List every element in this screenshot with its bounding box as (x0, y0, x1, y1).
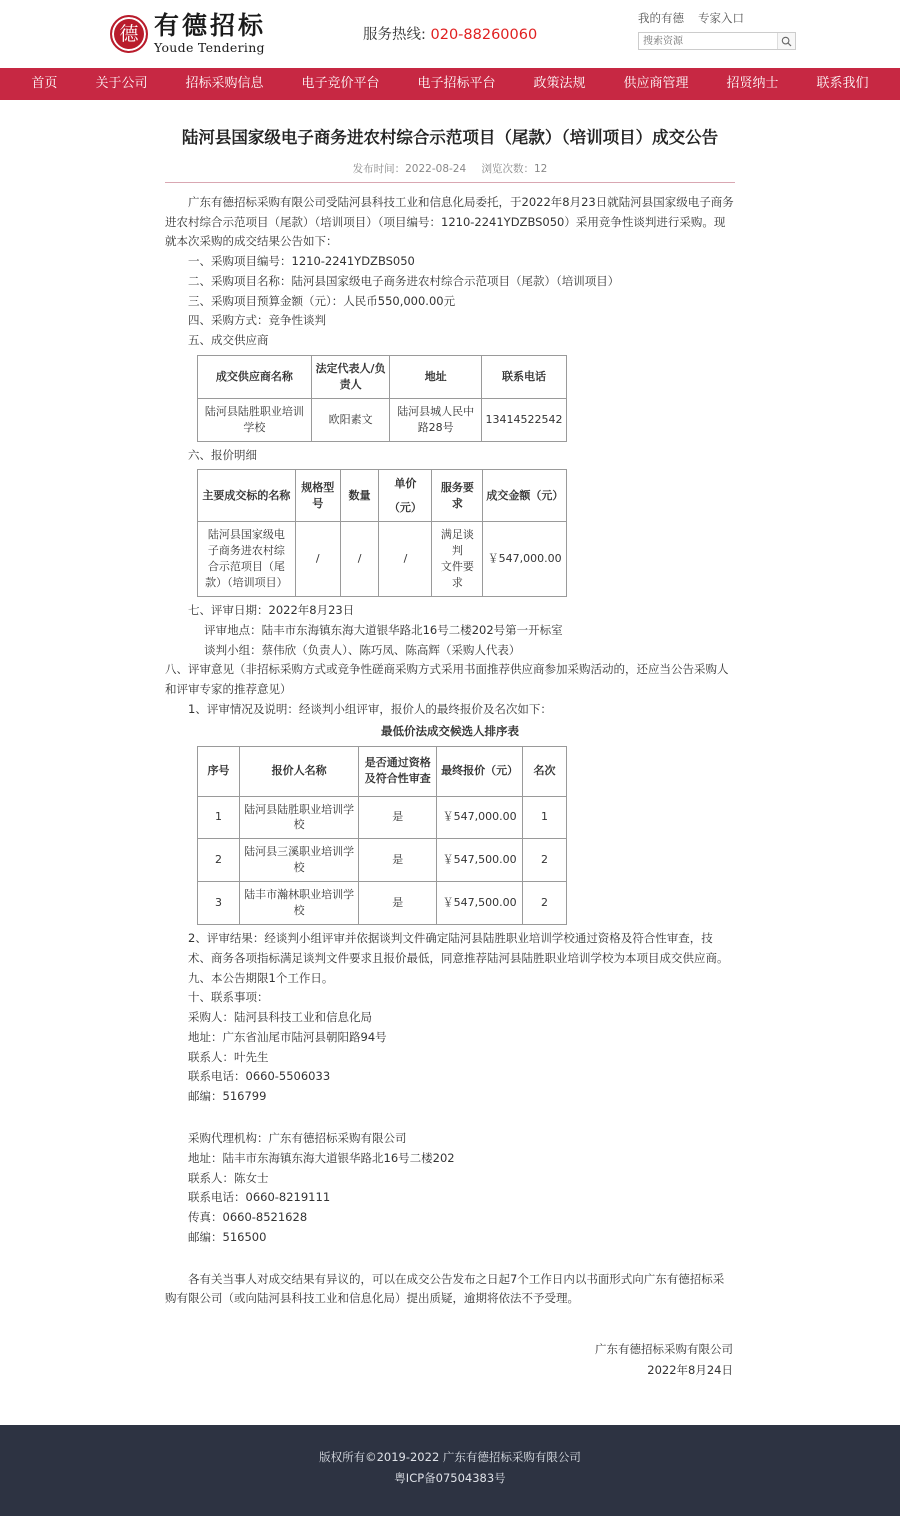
agency-address: 地址：陆丰市东海镇东海大道银华路北16号二楼202 (188, 1150, 455, 1165)
footer-copyright: 版权所有©2019-2022 广东有德招标采购有限公司 (319, 1449, 581, 1464)
table-row (198, 398, 567, 441)
intro-paragraph: 广东有德招标采购有限公司受陆河县科技工业和信息化局委托，于2022年8月23日就陆河县国家级电子商务进农村综合示范项目（尾款）（培训项目）（项目编号：1210-2241YDZBS050）采用竞争性谈判进行采购。现就本次采购的成交结果公告如下： (165, 194, 734, 249)
cell-rank-no-2: 2 (198, 839, 240, 882)
publish-time: 发布时间：2022-08-24 (352, 162, 467, 175)
agency-zip: 邮编：516500 (188, 1229, 267, 1244)
table-header-row (198, 470, 567, 522)
signature-date: 2022年8月24日 (647, 1362, 733, 1377)
item-review-team: 谈判小组：蔡伟欣（负责人）、陈巧凤、陈高辉（采购人代表） (204, 642, 521, 657)
item-project-name: 二、采购项目名称：陆河县国家级电子商务进农村综合示范项目（尾款）（培训项目） (188, 273, 620, 288)
cell-quantity: / (340, 522, 379, 597)
cell-supplier-name: 陆河县陆胜职业培训学校 (198, 398, 312, 441)
table-row (198, 839, 567, 882)
quote-detail-table (197, 469, 567, 597)
buyer-address: 地址：广东省汕尾市陆河县朝阳路94号 (188, 1029, 387, 1044)
seal-icon (110, 15, 148, 53)
search-box[interactable] (638, 32, 796, 50)
article-container (0, 100, 900, 1395)
th-qualification-line2: 及符合性审查 (364, 772, 431, 785)
table-row (198, 796, 567, 839)
top-links (638, 10, 810, 26)
cell-final-price-3: ￥547,500.00 (437, 882, 523, 925)
item-contact-heading: 十、联系事项： (188, 990, 269, 1005)
article-body (165, 193, 735, 1395)
table-row (198, 882, 567, 925)
th-award-amount: 成交金额（元） (483, 470, 567, 522)
nav-item-policies[interactable]: 政策法规 (533, 76, 586, 91)
cell-final-price-1: ￥547,000.00 (437, 796, 523, 839)
item-supplier-heading: 五、成交供应商 (188, 333, 269, 348)
agency-contact: 联系人：陈女士 (188, 1170, 269, 1185)
page-title: 陆河县国家级电子商务进农村综合示范项目（尾款）（培训项目）成交公告 (181, 128, 719, 147)
th-legal-rep: 法定代表人/负责人 (311, 355, 389, 398)
nav-item-bidding-info[interactable]: 招标采购信息 (185, 76, 264, 91)
cell-bidder-name-2: 陆河县三溪职业培训学校 (239, 839, 359, 882)
search-icon (781, 36, 792, 47)
link-my-youde[interactable]: 我的有德 (638, 11, 684, 25)
link-expert-entry[interactable]: 专家入口 (698, 11, 744, 25)
cell-service-req (432, 522, 483, 597)
th-qualification-check (359, 746, 437, 796)
nav-item-careers[interactable]: 招贤纳士 (726, 76, 779, 91)
cell-final-price-2: ￥547,500.00 (437, 839, 523, 882)
th-unit-price-line2: （元） (388, 500, 422, 514)
signature-block (165, 1339, 735, 1380)
th-qualification-line1: 是否通过资格 (364, 756, 431, 770)
cell-bidder-name-3: 陆丰市瀚林职业培训学校 (239, 882, 359, 925)
objection-paragraph: 各有关当事人对成交结果有异议的，可以在成交公告发布之日起7个工作日内以书面形式向广东有德招标采购有限公司（或向陆河县科技工业和信息化局）提出质疑，逾期将依法不予受理。 (165, 1271, 725, 1306)
th-quantity: 数量 (340, 470, 379, 522)
logo-title-en: Youde Tendering (154, 40, 265, 56)
item-procurement-method: 四、采购方式：竞争性谈判 (188, 313, 326, 328)
rank-table-caption: 最低价法成交候选人排序表 (381, 723, 519, 738)
nav-item-contact[interactable]: 联系我们 (816, 76, 869, 91)
th-final-price: 最终报价（元） (437, 746, 523, 796)
item-review-result: 2、评审结果：经谈判小组评审并依据谈判文件确定陆河县陆胜职业培训学校通过资格及符合性审查，技术、商务各项指标满足谈判文件要求且报价最低，同意推荐陆河县陆胜职业培训学校为本项目成交供应商。 (188, 931, 729, 965)
th-rank-no: 序号 (198, 746, 240, 796)
th-ranking: 名次 (523, 746, 567, 796)
signature-gap (165, 1309, 735, 1339)
supplier-table-wrap (165, 351, 735, 446)
nav-item-supplier-management[interactable]: 供应商管理 (623, 76, 689, 91)
th-service-req: 服务要求 (432, 470, 483, 522)
item-project-budget: 三、采购项目预算金额（元）：人民币550,000.00元 (188, 293, 456, 308)
cell-service-req-line1: 满足谈判 (440, 528, 474, 558)
site-logo[interactable] (110, 10, 267, 56)
th-item-name: 主要成交标的名称 (198, 470, 296, 522)
item-review-place: 评审地点：陆丰市东海镇东海大道银华路北16号二楼202号第一开标室 (204, 622, 563, 637)
cell-award-amount: ￥547,000.00 (483, 522, 567, 597)
cell-ranking-2: 2 (523, 839, 567, 882)
objection-gap (165, 1248, 735, 1270)
service-hotline (363, 23, 537, 44)
buyer-contact: 联系人：叶先生 (188, 1049, 269, 1064)
cell-legal-rep: 欧阳素文 (311, 398, 389, 441)
cell-qualification-2: 是 (359, 839, 437, 882)
site-header (0, 0, 900, 68)
cell-address: 陆河县城人民中路28号 (390, 398, 482, 441)
article-meta (165, 151, 735, 183)
cell-rank-no-3: 3 (198, 882, 240, 925)
logo-text (154, 10, 267, 56)
table-header-row (198, 746, 567, 796)
view-count: 浏览次数：12 (481, 162, 548, 175)
footer-icp[interactable]: 粤ICP备07504383号 (394, 1471, 506, 1486)
header-utility-area (638, 10, 810, 50)
th-address: 地址 (390, 355, 482, 398)
th-unit-price-line1: 单价 (394, 476, 417, 490)
rank-table (197, 746, 567, 926)
cell-ranking-3: 2 (523, 882, 567, 925)
cell-qualification-1: 是 (359, 796, 437, 839)
search-input[interactable] (639, 33, 777, 49)
nav-item-about[interactable]: 关于公司 (95, 76, 148, 91)
th-phone: 联系电话 (482, 355, 567, 398)
cell-ranking-1: 1 (523, 796, 567, 839)
cell-phone: 13414522542 (482, 398, 567, 441)
site-footer (0, 1425, 900, 1516)
item-review-opinion-heading: 八、评审意见（非招标采购方式或竞争性磋商采购方式采用书面推荐供应商参加采购活动的，还应当公告采购人和评审专家的推荐意见） (165, 662, 729, 697)
agency-fax: 传真：0660-8521628 (188, 1210, 308, 1225)
th-spec: 规格型号 (295, 470, 340, 522)
buyer-phone: 联系电话：0660-5506033 (188, 1069, 331, 1084)
hotline-number: 020-88260060 (430, 27, 538, 43)
search-button[interactable] (777, 33, 795, 49)
item-review-date: 七、评审日期：2022年8月23日 (188, 603, 355, 618)
logo-title-cn: 有德招标 (154, 10, 267, 40)
quote-table-wrap (165, 465, 735, 601)
cell-qualification-3: 是 (359, 882, 437, 925)
cell-spec: / (295, 522, 340, 597)
nav-item-home[interactable]: 首页 (31, 76, 58, 91)
bottom-gap (165, 1381, 735, 1395)
supplier-table (197, 355, 567, 442)
rank-table-wrap (165, 742, 735, 930)
nav-item-e-bidding[interactable]: 电子招标平台 (417, 76, 496, 91)
th-bidder-name: 报价人名称 (239, 746, 359, 796)
seal-character: 德 (119, 22, 139, 45)
cell-service-req-line2: 文件要求 (440, 560, 474, 590)
agency-phone: 联系电话：0660-8219111 (188, 1190, 331, 1205)
item-project-code: 一、采购项目编号：1210-2241YDZBS050 (188, 254, 415, 269)
agency-name: 采购代理机构：广东有德招标采购有限公司 (188, 1131, 407, 1146)
th-supplier-name: 成交供应商名称 (198, 355, 312, 398)
cell-item-name: 陆河县国家级电子商务进农村综合示范项目（尾款）（培训项目） (198, 522, 296, 597)
cell-bidder-name-1: 陆河县陆胜职业培训学校 (239, 796, 359, 839)
item-review-detail: 1、评审情况及说明：经谈判小组评审，报价人的最终报价及名次如下： (188, 701, 552, 716)
th-unit-price-gap (382, 492, 428, 500)
item-announcement-period: 九、本公告期限1个工作日。 (188, 970, 334, 985)
th-unit-price (379, 470, 432, 522)
table-header-row (198, 355, 567, 398)
nav-item-e-auction[interactable]: 电子竞价平台 (301, 76, 380, 91)
main-navigation (0, 68, 900, 100)
contact-gap (165, 1107, 735, 1129)
cell-unit-price: / (379, 522, 432, 597)
table-row (198, 522, 567, 597)
signature-company: 广东有德招标采购有限公司 (595, 1342, 733, 1357)
cell-rank-no-1: 1 (198, 796, 240, 839)
item-quote-heading: 六、报价明细 (188, 447, 257, 462)
buyer-zip: 邮编：516799 (188, 1089, 267, 1104)
buyer-name: 采购人：陆河县科技工业和信息化局 (188, 1010, 372, 1025)
hotline-label: 服务热线: (363, 27, 426, 43)
